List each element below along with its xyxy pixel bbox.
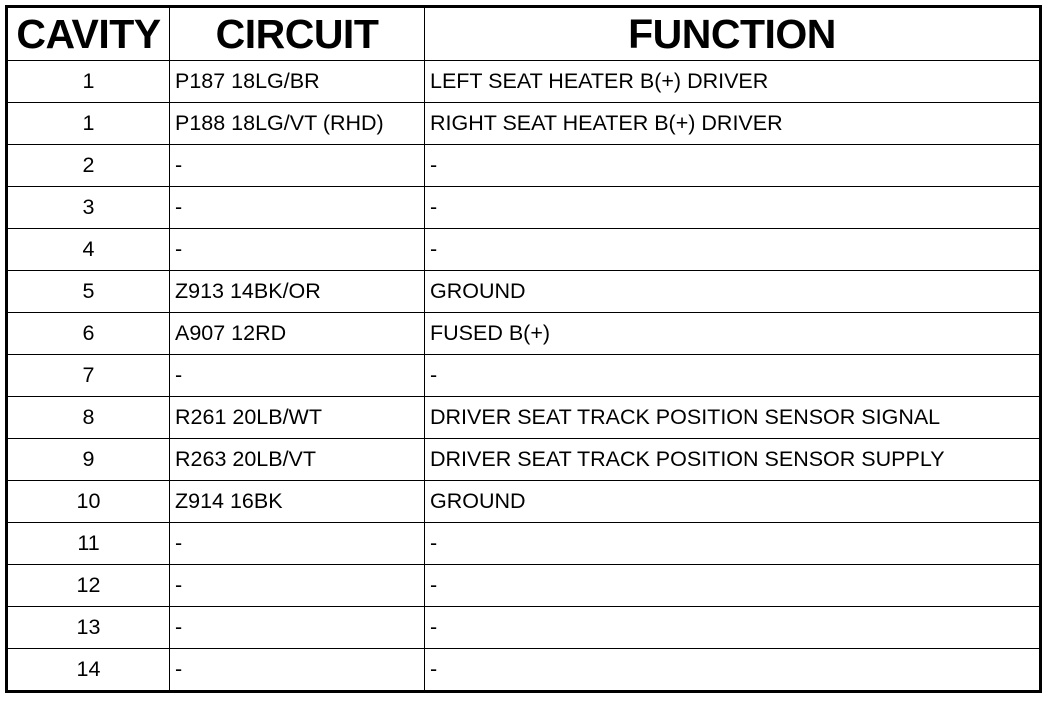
table-row (7, 355, 1041, 397)
function-cell: GROUND (425, 271, 1041, 313)
function-cell: - (425, 229, 1041, 271)
circuit-cell: - (170, 187, 425, 229)
circuit-cell: - (170, 565, 425, 607)
cavity-cell: 9 (7, 439, 170, 481)
cavity-cell: 2 (7, 145, 170, 187)
function-cell: - (425, 649, 1041, 692)
table-body (7, 61, 1041, 692)
circuit-cell: - (170, 607, 425, 649)
cavity-cell: 7 (7, 355, 170, 397)
circuit-cell: Z913 14BK/OR (170, 271, 425, 313)
function-cell: FUSED B(+) (425, 313, 1041, 355)
table-row (7, 313, 1041, 355)
table-row (7, 145, 1041, 187)
function-cell: - (425, 355, 1041, 397)
cavity-cell: 14 (7, 649, 170, 692)
table-row (7, 187, 1041, 229)
table-row (7, 229, 1041, 271)
cavity-cell: 5 (7, 271, 170, 313)
circuit-cell: - (170, 145, 425, 187)
circuit-cell: Z914 16BK (170, 481, 425, 523)
circuit-cell: - (170, 229, 425, 271)
circuit-cell: - (170, 649, 425, 692)
circuit-cell: A907 12RD (170, 313, 425, 355)
cavity-cell: 4 (7, 229, 170, 271)
table-header (7, 7, 1041, 61)
circuit-cell: - (170, 355, 425, 397)
function-cell: - (425, 565, 1041, 607)
header-function: FUNCTION (425, 7, 1041, 61)
function-cell: DRIVER SEAT TRACK POSITION SENSOR SUPPLY (425, 439, 1041, 481)
cavity-cell: 6 (7, 313, 170, 355)
table-row (7, 103, 1041, 145)
table-row (7, 649, 1041, 692)
function-cell: - (425, 523, 1041, 565)
table-row (7, 397, 1041, 439)
cavity-cell: 8 (7, 397, 170, 439)
function-cell: DRIVER SEAT TRACK POSITION SENSOR SIGNAL (425, 397, 1041, 439)
table-row (7, 481, 1041, 523)
cavity-cell: 13 (7, 607, 170, 649)
table-row (7, 565, 1041, 607)
cavity-cell: 1 (7, 103, 170, 145)
function-cell: - (425, 187, 1041, 229)
circuit-cell: R261 20LB/WT (170, 397, 425, 439)
circuit-cell: P187 18LG/BR (170, 61, 425, 103)
header-row (7, 7, 1041, 61)
table-row (7, 271, 1041, 313)
table-row (7, 439, 1041, 481)
function-cell: LEFT SEAT HEATER B(+) DRIVER (425, 61, 1041, 103)
circuit-cell: - (170, 523, 425, 565)
table-row (7, 61, 1041, 103)
cavity-cell: 10 (7, 481, 170, 523)
table-row (7, 607, 1041, 649)
header-circuit: CIRCUIT (170, 7, 425, 61)
function-cell: GROUND (425, 481, 1041, 523)
cavity-cell: 11 (7, 523, 170, 565)
circuit-cell: P188 18LG/VT (RHD) (170, 103, 425, 145)
circuit-cell: R263 20LB/VT (170, 439, 425, 481)
function-cell: - (425, 607, 1041, 649)
header-cavity: CAVITY (7, 7, 170, 61)
cavity-cell: 3 (7, 187, 170, 229)
function-cell: - (425, 145, 1041, 187)
table-row (7, 523, 1041, 565)
cavity-cell: 12 (7, 565, 170, 607)
function-cell: RIGHT SEAT HEATER B(+) DRIVER (425, 103, 1041, 145)
cavity-cell: 1 (7, 61, 170, 103)
connector-pinout-table (5, 5, 1042, 693)
